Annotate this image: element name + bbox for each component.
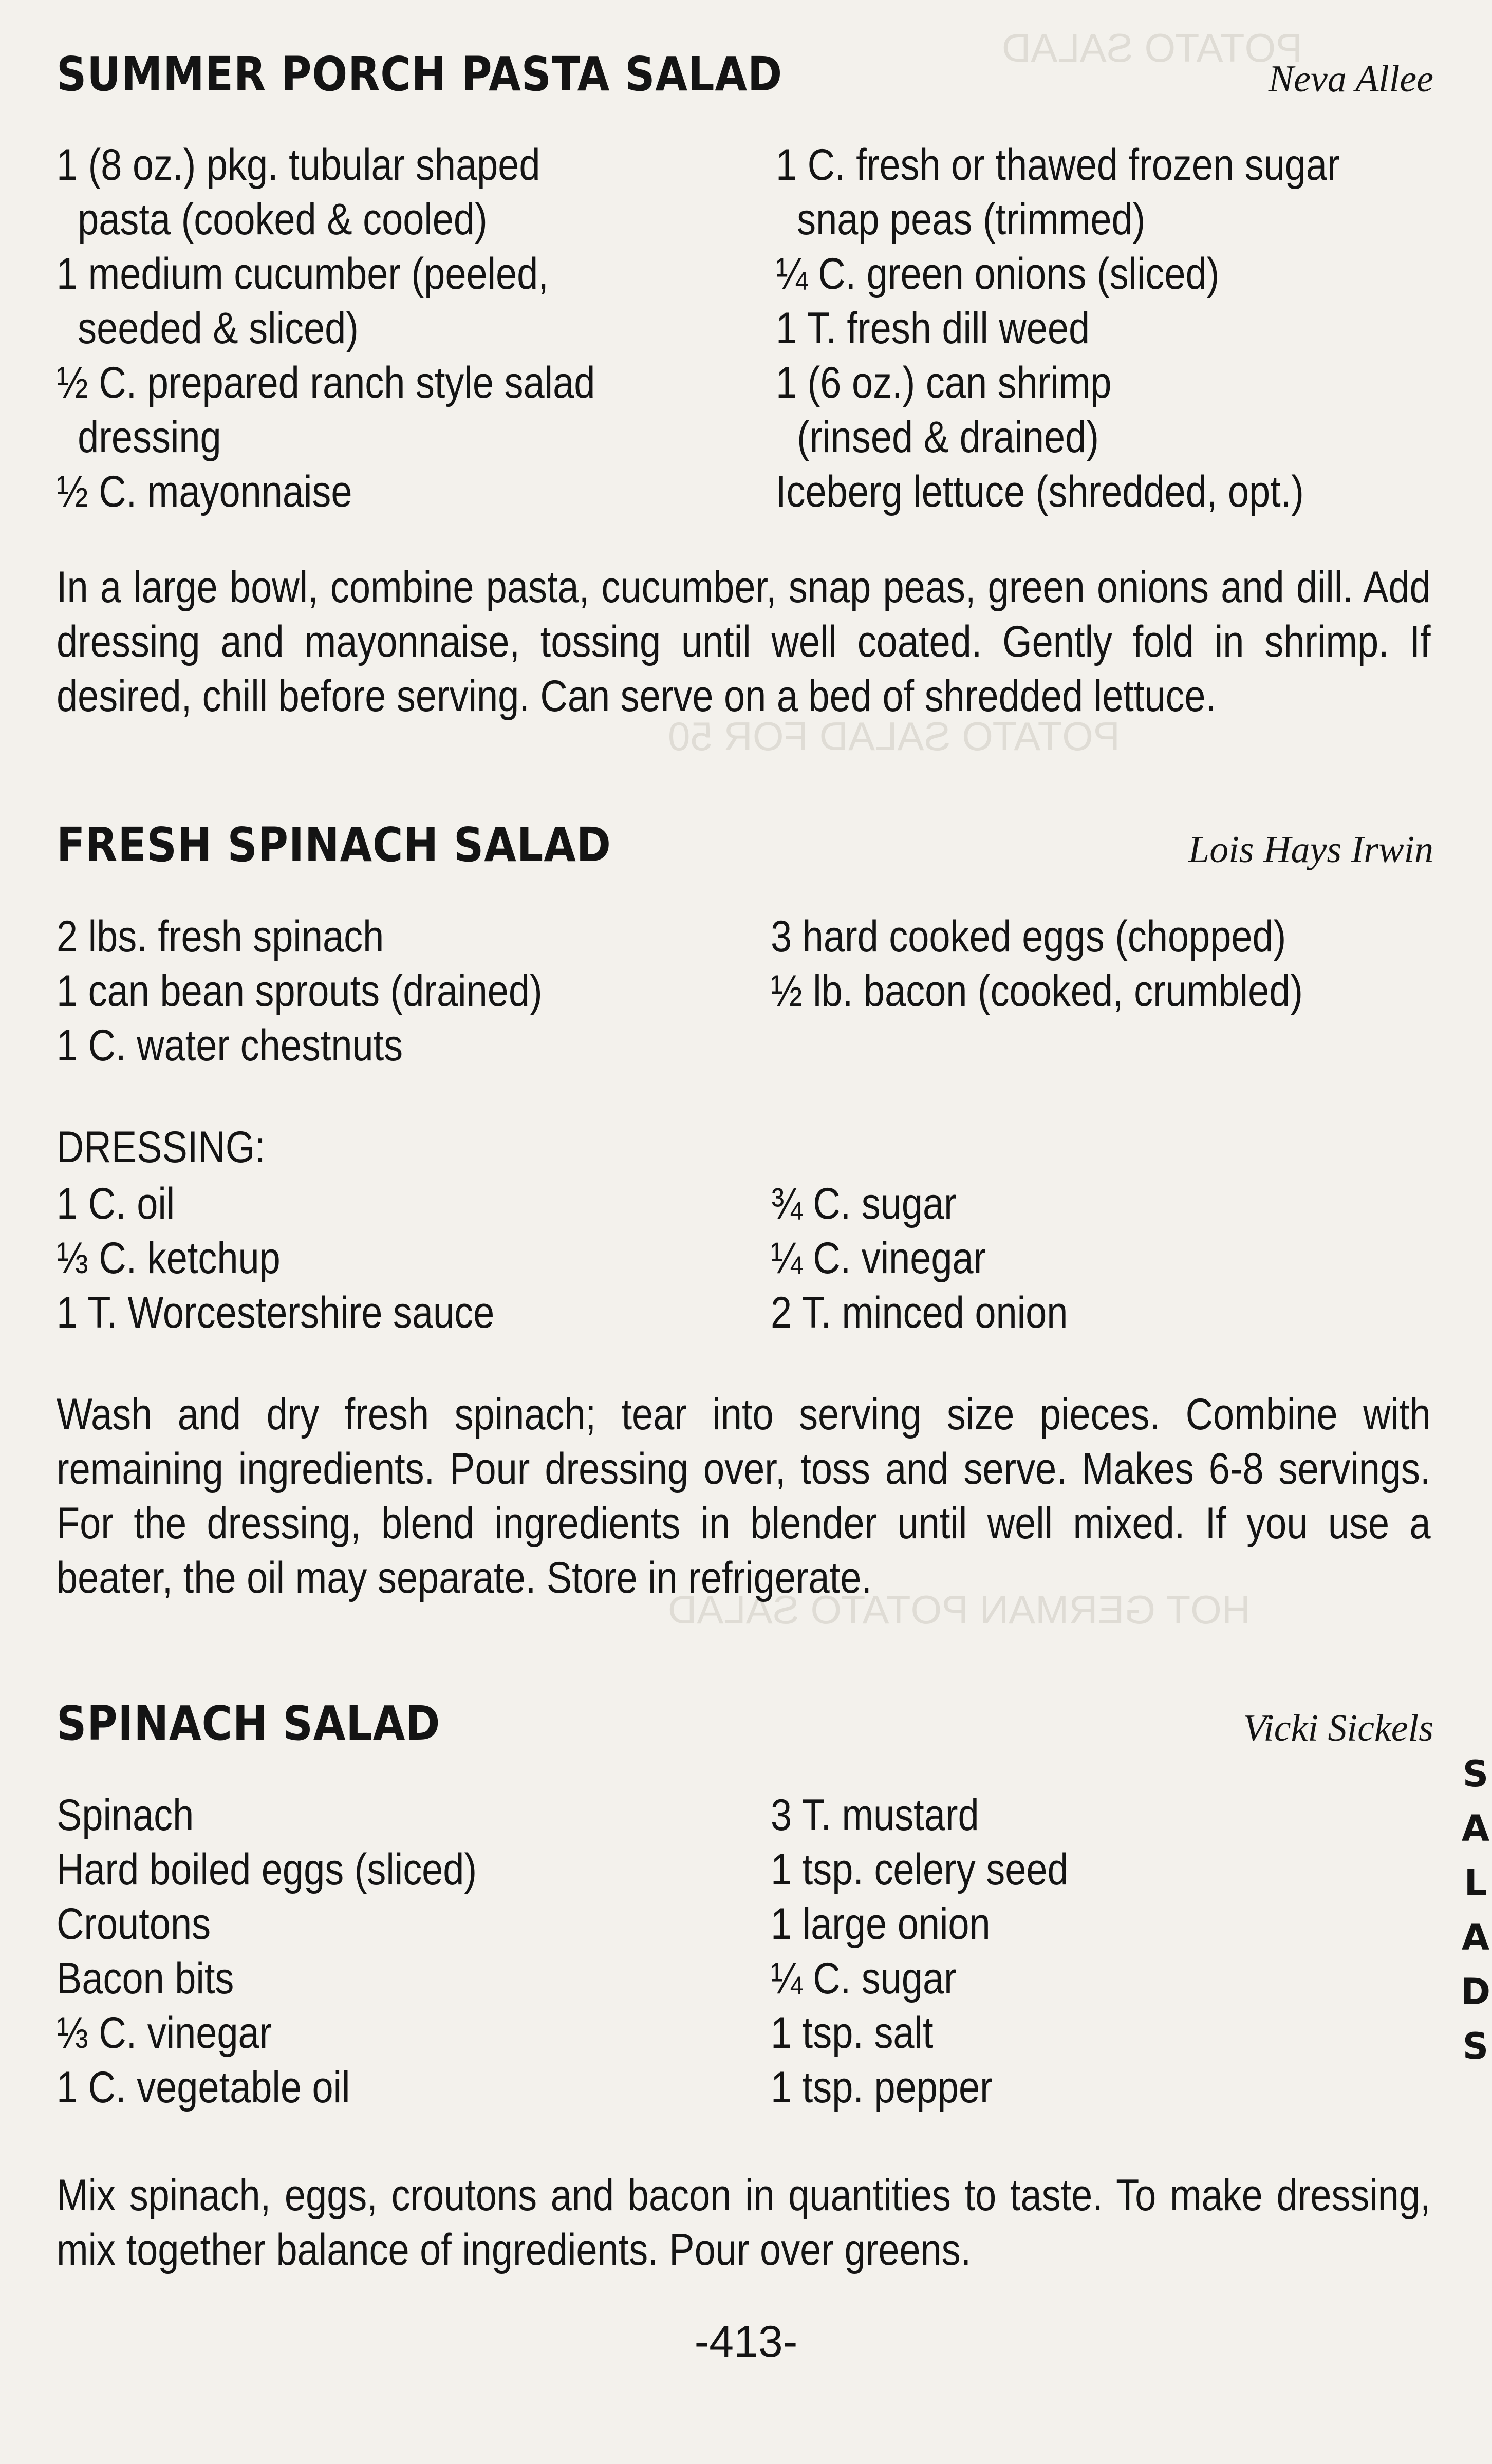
ingredients-left bbox=[57, 138, 766, 519]
page-number: -413- bbox=[694, 2317, 798, 2366]
ingredient-line: 1 tsp. salt bbox=[771, 2008, 934, 2058]
ingredients-left bbox=[57, 1788, 766, 2115]
side-tab-letter: A bbox=[1461, 1916, 1490, 1958]
ingredient-line: 1 (8 oz.) pkg. tubular shaped bbox=[57, 140, 540, 190]
ingredients-right bbox=[771, 1788, 1433, 2115]
ingredient-line: (rinsed & drained) bbox=[776, 413, 1099, 462]
recipe-title: SPINACH SALAD bbox=[57, 1696, 441, 1751]
dressing-line: ¾ C. sugar bbox=[771, 1179, 957, 1228]
ingredient-line: ¼ C. green onions (sliced) bbox=[776, 249, 1220, 298]
ingredient-line: 3 hard cooked eggs (chopped) bbox=[771, 912, 1286, 961]
dressing-line: ¼ C. vinegar bbox=[771, 1234, 986, 1283]
ingredient-line: Hard boiled eggs (sliced) bbox=[57, 1845, 477, 1894]
recipe-fresh-spinach-salad bbox=[57, 817, 1433, 1623]
ingredient-line: Spinach bbox=[57, 1790, 194, 1840]
side-tab-letter: D bbox=[1460, 1971, 1491, 2013]
dressing-line: ⅓ C. ketchup bbox=[57, 1234, 281, 1283]
ingredient-line: 1 C. vegetable oil bbox=[57, 2063, 350, 2112]
ingredient-line: 1 tsp. pepper bbox=[771, 2063, 993, 2112]
dressing-line: 1 C. oil bbox=[57, 1179, 175, 1228]
recipe-directions: In a large bowl, combine pasta, cucumber, snap peas, green onions and dill. Add dressing and mayonnaise, tossing until well coated. Gently fold in shrimp. If desired, chill before serving. Can serve on a bed of shredded lettuce. bbox=[57, 563, 1431, 721]
ingredient-line: ⅓ C. vinegar bbox=[57, 2008, 272, 2058]
dressing-line: 1 T. Worcestershire sauce bbox=[57, 1288, 495, 1337]
bleed-through-ghost-1: POTATO SALAD bbox=[1002, 25, 1303, 70]
dressing-right bbox=[771, 1177, 1433, 1340]
dressing-label: DRESSING: bbox=[57, 1123, 266, 1172]
ingredient-line: Croutons bbox=[57, 1899, 211, 1949]
ingredient-line: ¼ C. sugar bbox=[771, 1954, 957, 2003]
dressing-line: 2 T. minced onion bbox=[771, 1288, 1068, 1337]
recipe-author: Neva Allee bbox=[1268, 58, 1433, 100]
ingredients-left bbox=[57, 909, 766, 1073]
ingredient-line: 1 C. fresh or thawed frozen sugar bbox=[776, 140, 1340, 190]
ingredient-line: 3 T. mustard bbox=[771, 1790, 979, 1840]
ingredients-right bbox=[771, 909, 1433, 1018]
ingredient-line: ½ lb. bacon (cooked, crumbled) bbox=[771, 966, 1303, 1016]
ingredient-line: Iceberg lettuce (shredded, opt.) bbox=[776, 467, 1304, 516]
ingredient-line: Bacon bits bbox=[57, 1954, 234, 2003]
ingredient-line: ½ C. prepared ranch style salad bbox=[57, 358, 595, 407]
recipe-summer-porch-pasta-salad bbox=[57, 46, 1433, 735]
side-tab-letter: S bbox=[1462, 1753, 1489, 1795]
ingredient-line: 1 (6 oz.) can shrimp bbox=[776, 358, 1112, 407]
recipe-directions: Wash and dry fresh spinach; tear into serving size pieces. Combine with remaining ingredients. Pour dressing over, toss and serve. Makes 6-8 servings. For the dressing, blend ingredients in blender until well mixed. If you use a beater, the oil may separate. Store in refrigerate. bbox=[57, 1390, 1431, 1602]
recipe-title: SUMMER PORCH PASTA SALAD bbox=[57, 47, 783, 102]
ingredient-line: 1 large onion bbox=[771, 1899, 991, 1949]
ingredient-line: 1 medium cucumber (peeled, bbox=[57, 249, 549, 298]
side-tab-letter: L bbox=[1464, 1862, 1487, 1904]
ingredient-line: seeded & sliced) bbox=[57, 304, 359, 353]
bleed-through-ghost-3: HOT GERMAN POTATO SALAD bbox=[668, 1587, 1251, 1632]
ingredient-line: pasta (cooked & cooled) bbox=[57, 195, 488, 244]
dressing-left bbox=[57, 1177, 766, 1340]
ingredients-right bbox=[776, 138, 1439, 519]
section-side-tab bbox=[1459, 1747, 1492, 2074]
ingredient-line: 1 can bean sprouts (drained) bbox=[57, 966, 543, 1016]
recipe-title: FRESH SPINACH SALAD bbox=[57, 817, 611, 872]
ingredient-line: 2 lbs. fresh spinach bbox=[57, 912, 384, 961]
bleed-through-ghost-2: POTATO SALAD FOR 50 bbox=[668, 714, 1120, 759]
ingredient-line: ½ C. mayonnaise bbox=[57, 467, 352, 516]
recipe-author: Lois Hays Irwin bbox=[1188, 829, 1433, 871]
recipe-author: Vicki Sickels bbox=[1243, 1707, 1433, 1749]
recipe-spinach-salad bbox=[57, 1695, 1433, 2281]
ingredient-line: dressing bbox=[57, 413, 221, 462]
ingredient-line: 1 T. fresh dill weed bbox=[776, 304, 1090, 353]
ingredient-line: 1 tsp. celery seed bbox=[771, 1845, 1069, 1894]
ingredient-line: 1 C. water chestnuts bbox=[57, 1021, 403, 1070]
recipe-directions: Mix spinach, eggs, croutons and bacon in quantities to taste. To make dressing, mix together balance of ingredients. Pour over greens. bbox=[57, 2171, 1431, 2274]
side-tab-letter: A bbox=[1461, 1807, 1490, 1850]
ingredient-line: snap peas (trimmed) bbox=[776, 195, 1146, 244]
side-tab-letter: S bbox=[1462, 2025, 1489, 2067]
